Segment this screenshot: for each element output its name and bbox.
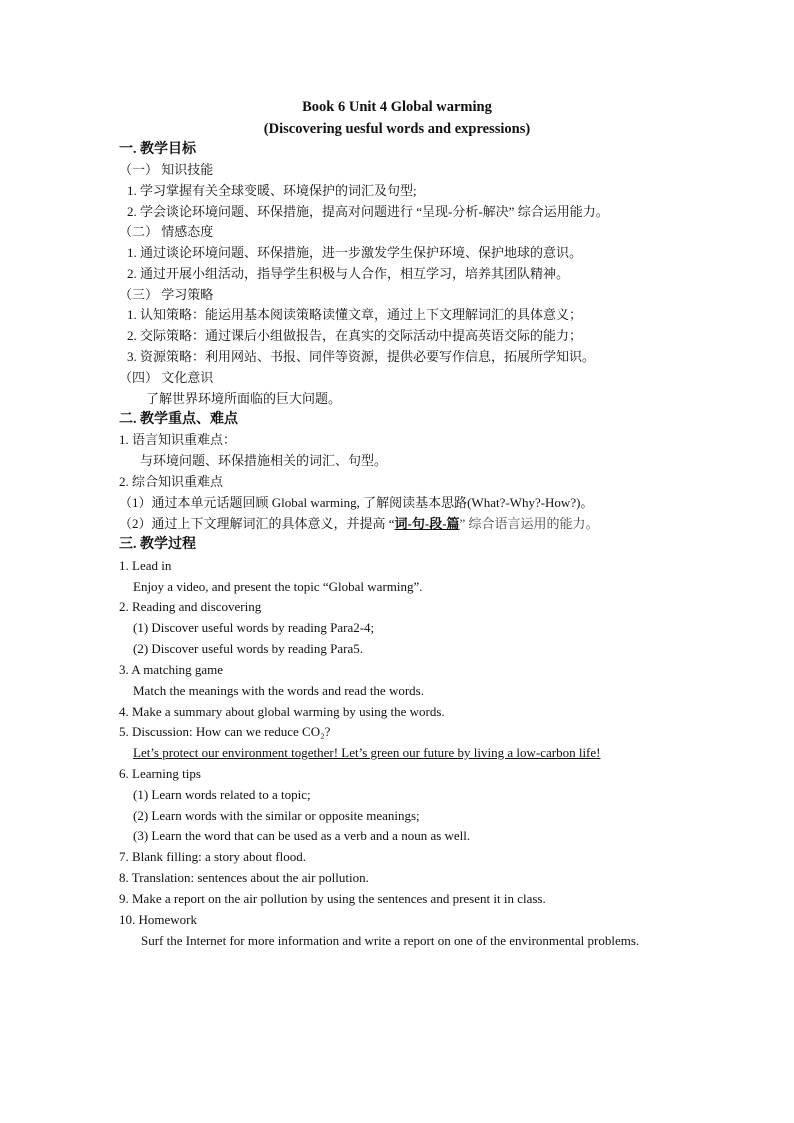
list-item: 1. 认知策略：能运用基本阅读策略读懂文章，通过上下文理解词汇的具体意义； — [127, 307, 583, 322]
list-item: 4. Make a summary about global warming by using the words. — [119, 704, 445, 719]
section-1-heading: 一. 教学目标 — [119, 142, 196, 157]
list-item: 1. 语言知识重难点： — [119, 432, 237, 447]
paragraph: Enjoy a video, and present the topic “Global warming”. — [133, 579, 423, 594]
list-item: (1) Discover useful words by reading Para2-4; — [133, 620, 375, 635]
list-item: 2. 通过开展小组活动，指导学生积极与人合作，相互学习，培养其团队精神。 — [127, 266, 570, 281]
list-item: （1）通过本单元话题回顾 Global warming, 了解阅读基本思路(What?-Why?-How?)。 — [119, 495, 594, 510]
emphasis-text: 词-句-段-篇 — [394, 516, 460, 531]
text-fragment: （2）通过上下文理解词汇的具体意义，并提高 “ — [119, 516, 395, 531]
section-1-sub4-heading: （四） 文化意识 — [119, 370, 214, 385]
section-3-heading: 三. 教学过程 — [119, 537, 196, 552]
document-subtitle: (Discovering uesful words and expressions) — [263, 121, 531, 137]
paragraph: Match the meanings with the words and read the words. — [133, 683, 424, 698]
list-item: (3) Learn the word that can be used as a verb and a noun as well. — [133, 828, 471, 843]
list-item: 2. 学会谈论环境问题、环保措施，提高对问题进行 “呈现-分析-解决” 综合运用能力。 — [127, 204, 609, 219]
list-item — [119, 514, 599, 534]
list-item: 3. A matching game — [119, 662, 223, 677]
paragraph: 与环境问题、环保措施相关的词汇、句型。 — [140, 453, 388, 468]
list-item: 1. 通过谈论环境问题、环保措施，进一步激发学生保护环境、保护地球的意识。 — [127, 245, 583, 260]
list-item: 10. Homework — [119, 912, 197, 927]
document-title: Book 6 Unit 4 Global warming — [302, 99, 492, 115]
section-1-sub3-heading: （三） 学习策略 — [119, 287, 214, 302]
list-item: 8. Translation: sentences about the air pollution. — [119, 870, 369, 885]
list-item: 2. 综合知识重难点 — [119, 474, 224, 489]
paragraph: Let’s protect our environment together! Let’s green our future by living a low-carbon life! — [133, 745, 601, 760]
text-fragment: ” 综合语言运用的能力。 — [459, 516, 599, 531]
list-item: 1. 学习掌握有关全球变暖、环境保护的词汇及句型; — [127, 183, 417, 198]
paragraph: Surf the Internet for more information and write a report on one of the environmental problems. — [141, 933, 640, 948]
list-item: 7. Blank filling: a story about flood. — [119, 849, 307, 864]
paragraph: 了解世界环境所面临的巨大问题。 — [146, 391, 342, 406]
section-1-sub2-heading: （二） 情感态度 — [119, 224, 214, 239]
list-item: 9. Make a report on the air pollution by using the sentences and present it in class. — [119, 891, 546, 906]
list-item: (2) Learn words with the similar or opposite meanings; — [133, 808, 420, 823]
list-item: 5. Discussion: How can we reduce CO₂? — [119, 724, 331, 739]
list-item: (2) Discover useful words by reading Para5. — [133, 641, 363, 656]
list-item: 2. 交际策略：通过课后小组做报告，在真实的交际活动中提高英语交际的能力； — [127, 328, 583, 343]
list-item: (1) Learn words related to a topic; — [133, 787, 311, 802]
list-item: 1. Lead in — [119, 558, 172, 573]
list-item: 3. 资源策略：利用网站、书报、同伴等资源，提供必要写作信息，拓展所学知识。 — [127, 349, 596, 364]
section-2-heading: 二. 教学重点、难点 — [119, 412, 238, 427]
list-item: 6. Learning tips — [119, 766, 201, 781]
section-1-sub1-heading: （一） 知识技能 — [119, 162, 214, 177]
list-item: 2. Reading and discovering — [119, 599, 262, 614]
